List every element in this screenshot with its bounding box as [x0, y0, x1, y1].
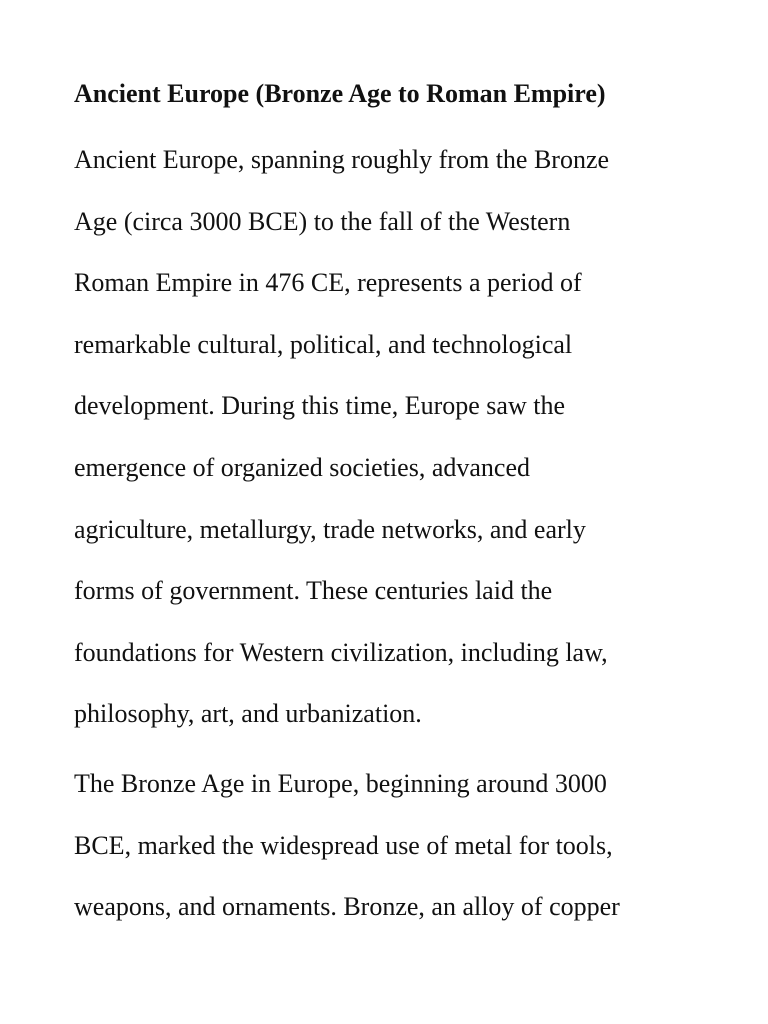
text-line: foundations for Western civilization, including law,: [74, 637, 608, 667]
text-line: philosophy, art, and urbanization.: [74, 699, 422, 729]
text-line: forms of government. These centuries laid the: [74, 576, 553, 606]
text-line: Ancient Europe, spanning roughly from the Bronze: [74, 145, 610, 174]
text-line: BCE, marked the widespread use of metal for tools,: [74, 830, 613, 860]
text-line: Roman Empire in 476 CE, represents a period of: [74, 268, 582, 298]
text-line: The Bronze Age in Europe, beginning around 3000: [74, 768, 607, 798]
text-line: agriculture, metallurgy, trade networks, and early: [74, 514, 586, 544]
text-line: Age (circa 3000 BCE) to the fall of the Western: [74, 206, 571, 236]
text-line: weapons, and ornaments. Bronze, an alloy of copper: [74, 892, 620, 922]
paragraph-bronze-age: [74, 753, 674, 938]
text-line: emergence of organized societies, advanced: [74, 452, 530, 482]
paragraph-intro: [74, 129, 674, 745]
text-line: development. During this time, Europe saw the: [74, 391, 566, 421]
document-heading: Ancient Europe (Bronze Age to Roman Empire): [74, 79, 606, 108]
text-line: remarkable cultural, political, and technological: [74, 329, 573, 359]
document-page: [74, 74, 674, 938]
